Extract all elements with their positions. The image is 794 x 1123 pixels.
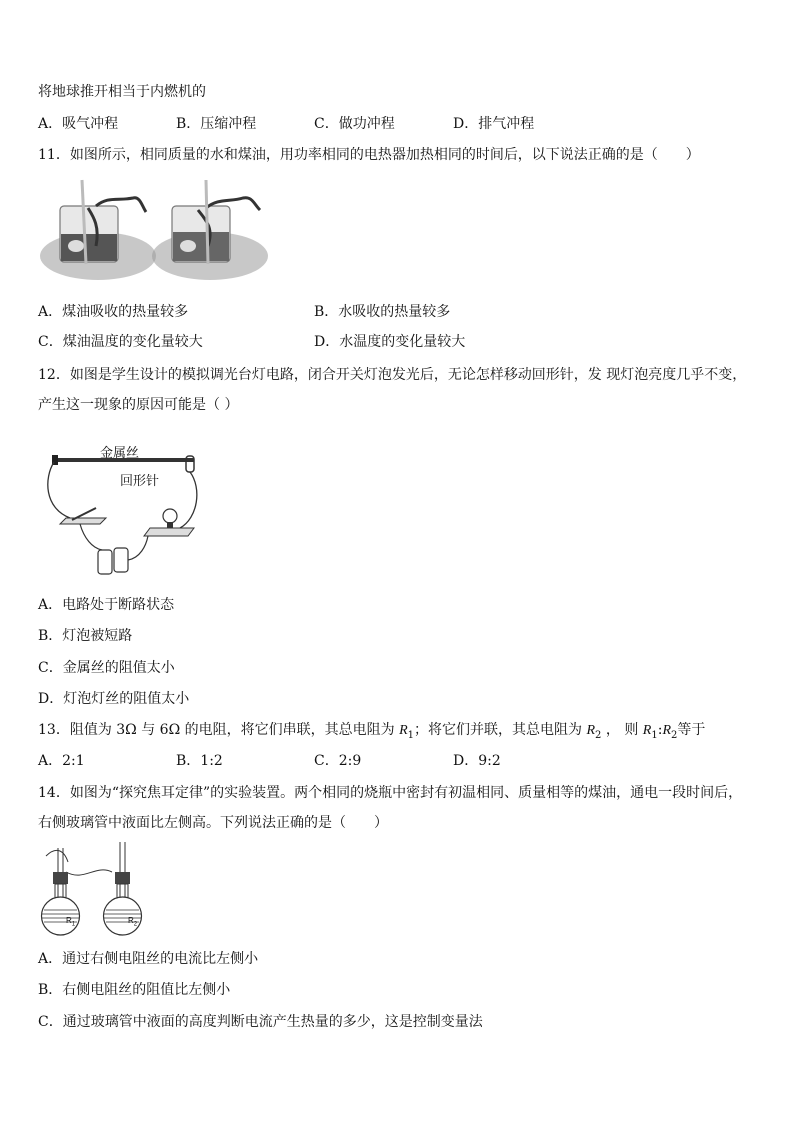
q14-figure-flasks bbox=[36, 842, 166, 938]
q14-option-b: B．右侧电阻丝的阻值比左侧小 bbox=[38, 982, 231, 998]
q12-figure-circuit bbox=[40, 438, 210, 578]
q10-option-a: A．吸气冲程 bbox=[38, 116, 119, 132]
q12-option-a: A．电路处于断路状态 bbox=[38, 597, 175, 613]
q13-ratio-r2: R bbox=[662, 723, 671, 738]
q13-option-d: D．9:2 bbox=[453, 753, 501, 769]
q14-label-r1-symbol: R bbox=[66, 916, 72, 925]
q13-option-a: A．2:1 bbox=[38, 753, 85, 769]
q11-stem: 11．如图所示，相同质量的水和煤油，用功率相同的电热器加热相同的时间后，以下说法正确的是（ ） bbox=[38, 147, 700, 163]
q14-label-r2 bbox=[128, 916, 137, 928]
q11-option-c: C．煤油温度的变化量较大 bbox=[38, 334, 203, 350]
q13-r1-sub: 1 bbox=[407, 729, 415, 741]
q14-label-r1-sub: 1 bbox=[71, 921, 76, 928]
q12-label-metal-wire: 金属丝 bbox=[100, 446, 140, 461]
q14-label-r2-sub: 2 bbox=[133, 921, 138, 928]
q13-ratio-r1-sub: 1 bbox=[651, 729, 658, 741]
q13-stem-part3: ， 则 bbox=[601, 722, 643, 738]
q10-stem-tail: 将地球推开相当于内燃机的 bbox=[38, 84, 206, 100]
q14-stem-line1: 14．如图为“探究焦耳定律”的实验装置。两个相同的烧瓶中密封有初温相同、质量相等的煤油，通电一段时间后， bbox=[38, 785, 743, 801]
q13-option-b: B．1:2 bbox=[176, 753, 223, 769]
q11-option-b: B．水吸收的热量较多 bbox=[314, 304, 451, 320]
q14-label-r2-symbol: R bbox=[128, 916, 134, 925]
q10-option-d: D．排气冲程 bbox=[453, 116, 535, 132]
q13-ratio-r2-sub: 2 bbox=[671, 729, 678, 741]
q13-stem-part2: ；将它们并联，其总电阻为 bbox=[414, 722, 587, 738]
q13-ratio-colon: : bbox=[657, 722, 663, 738]
q12-label-paper-clip: 回形针 bbox=[120, 474, 160, 489]
q11-option-a: A．煤油吸收的热量较多 bbox=[38, 304, 189, 320]
q12-option-d: D．灯泡灯丝的阻值太小 bbox=[38, 691, 190, 707]
q13-ratio-r1: R bbox=[642, 723, 652, 738]
q11-option-d: D．水温度的变化量较大 bbox=[314, 334, 466, 350]
q13-r2-sub: 2 bbox=[595, 729, 602, 741]
q13-r1-symbol: R bbox=[399, 723, 408, 738]
q14-stem-line2: 右侧玻璃管中液面比左侧高。下列说法正确的是（ ） bbox=[38, 815, 388, 831]
q13-r2-symbol: R bbox=[586, 723, 596, 738]
q13-stem-part1: 13．阻值为 3Ω 与 6Ω 的电阻，将它们串联，其总电阻为 bbox=[38, 722, 400, 738]
q13-option-c: C．2:9 bbox=[314, 753, 362, 769]
q14-label-r1 bbox=[66, 916, 75, 928]
q12-stem-line2: 产生这一现象的原因可能是（ ） bbox=[38, 397, 239, 413]
q10-option-c: C．做功冲程 bbox=[314, 116, 395, 132]
q13-stem bbox=[38, 721, 705, 745]
q10-option-b: B．压缩冲程 bbox=[176, 116, 257, 132]
q12-stem-line1: 12．如图是学生设计的模拟调光台灯电路，闭合开关灯泡发光后，无论怎样移动回形针，发 现灯泡亮度几乎不变， bbox=[38, 367, 747, 383]
q14-option-c: C．通过玻璃管中液面的高度判断电流产生热量的多少，这是控制变量法 bbox=[38, 1014, 483, 1030]
q14-option-a: A．通过右侧电阻丝的电流比左侧小 bbox=[38, 951, 259, 967]
q12-option-c: C．金属丝的阻值太小 bbox=[38, 660, 175, 676]
q11-figure-beakers bbox=[38, 176, 268, 284]
q12-option-b: B．灯泡被短路 bbox=[38, 628, 133, 644]
q13-stem-part4: 等于 bbox=[677, 722, 706, 738]
